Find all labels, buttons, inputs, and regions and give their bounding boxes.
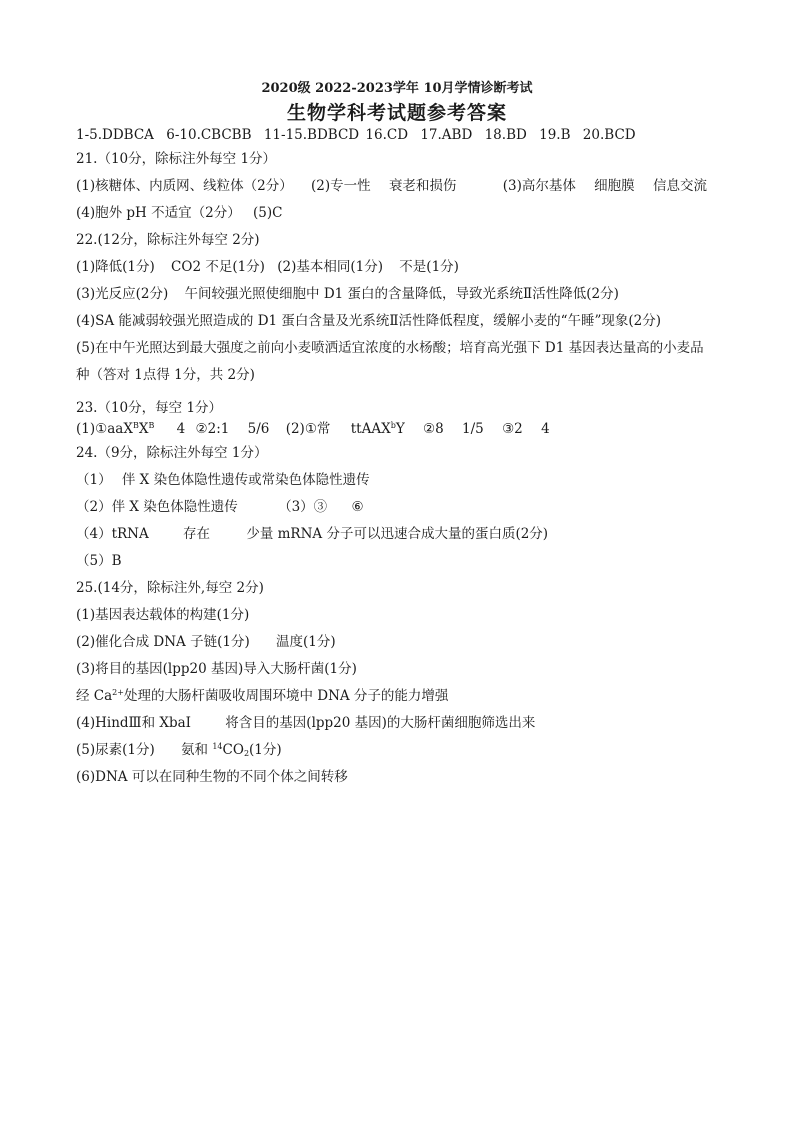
q22-answer-1a: (1)降低(1分) [76, 259, 155, 275]
choice-19: 19.B [539, 127, 571, 143]
choice-16: 16.CD [365, 127, 409, 143]
answer-body [76, 124, 736, 791]
choice-6-10: 6-10.CBCBB [166, 127, 252, 143]
q25-answer-2b: 温度(1分) [276, 634, 336, 650]
q22-answer-1b: CO2 不足(1分) [171, 259, 265, 275]
q22-line-4: (5)在中午光照达到最大强度之前向小麦喷洒适宜浓度的水杨酸；培育高光强下 D1 基因表达量高的小麦品 [76, 340, 704, 356]
q23-genotype-1: $(1)①aaX^BX^B$ [76, 421, 155, 437]
q21-answer-1: (1)核糖体、内质网、线粒体（2分） [76, 178, 293, 194]
q24-answer-4b: 存在 [183, 526, 211, 542]
q22-answer-2a: (2)基本相同(1分) [277, 259, 383, 275]
q23-genotype-2: ttAAX$^b$Y [350, 421, 405, 437]
q23-heading: 23.（10分，每空 1分） [76, 400, 223, 416]
q23-answer-2: 4 [176, 421, 186, 437]
choice-1-5: 1-5.DDBCA [76, 127, 154, 143]
q22-line-3: (4)SA 能减弱较强光照造成的 D1 蛋白含量及光系统Ⅱ活性降低程度，缓解小麦的“午睡”现象(2分) [76, 313, 662, 329]
q21-answer-2a: (2)专一性 [311, 178, 371, 194]
q22-line-1 [76, 254, 736, 281]
q23-answer-7: ②8 [423, 421, 444, 437]
q21-answer-3a: (3)高尔基体 [502, 178, 576, 194]
q24-answer-1: 伴 X 染色体隐性遗传或常染色体隐性遗传 [121, 472, 370, 488]
q23-answer-5: (2)①常 [285, 421, 331, 437]
q22-answer-2b: 不是(1分) [399, 259, 459, 275]
q25-line-4: 经 $Ca^{2+}$处理的大肠杆菌吸收周围环境中 DNA 分子的能力增强 [76, 688, 449, 704]
q21-line-1 [76, 173, 736, 200]
q25-line-7: (6)DNA 可以在同种生物的不同个体之间转移 [76, 769, 348, 785]
q22-answer-3a: (3)光反应(2分) [76, 286, 169, 302]
q25-line-5 [76, 710, 736, 737]
q23-answer-10: 4 [541, 421, 550, 437]
q24-answer-3a: （3）③ [278, 499, 328, 515]
q25-answer-2a: (2)催化合成 DNA 子链(1分) [76, 634, 250, 650]
q21-answer-4: (4)胞外 pH 不适宜（2分） [76, 205, 241, 221]
q21-answer-2b: 衰老和损伤 [388, 178, 457, 194]
q24-line-2 [76, 494, 736, 521]
exam-title: 2020级 2022-2023学年 10月学情诊断考试 [261, 81, 533, 96]
q23-answer-9: ③2 [502, 421, 523, 437]
choice-11-15: 11-15.BDBCD [263, 127, 360, 143]
q24-answer-4a: （4）tRNA [76, 526, 149, 542]
q24-line-3 [76, 521, 736, 548]
q21-line-2 [76, 200, 736, 227]
q21-answer-5: (5)C [253, 205, 283, 221]
q22-line-2 [76, 281, 736, 308]
q23-line-1 [76, 418, 736, 440]
q24-answer-3b: ⑥ [351, 499, 364, 515]
q25-line-2 [76, 629, 736, 656]
q25-answer-4b: 将含目的基因(lpp20 基因)的大肠杆菌细胞筛选出来 [225, 715, 536, 731]
choice-18: 18.BD [484, 127, 527, 143]
q23-answer-8: 1/5 [462, 421, 484, 437]
q25-line-1: (1)基因表达载体的构建(1分) [76, 607, 250, 623]
q24-line-1 [76, 467, 736, 494]
choice-20: 20.BCD [582, 127, 636, 143]
choice-answers-line [76, 124, 736, 146]
q25-line-3: (3)将目的基因(lpp20 基因)导入大肠杆菌(1分) [76, 661, 357, 677]
q25-heading: 25.(14分，除标注外,每空 2分) [76, 580, 264, 596]
q25-answer-5a: (5)尿素(1分) [76, 742, 155, 758]
q24-answer-4c: 少量 mRNA 分子可以迅速合成大量的蛋白质(2分) [246, 526, 549, 542]
q23-answer-3: ②2:1 [195, 421, 230, 437]
q25-line-6 [76, 737, 736, 764]
q25-answer-5b: 氨和 $^{14}CO_2(1$分) [181, 742, 282, 758]
q24-line-4: （5）B [76, 553, 122, 569]
q21-answer-3b: 细胞膜 [594, 178, 635, 194]
q22-heading: 22.(12分，除标注外每空 2分) [76, 232, 260, 248]
q25-answer-4a: (4)HindⅢ和 XbaI [76, 715, 191, 731]
q21-answer-3c: 信息交流 [652, 178, 707, 194]
q24-label-1: （1） [76, 472, 112, 488]
q24-heading: 24.（9分，除标注外每空 1分） [76, 445, 268, 461]
q24-answer-2: （2）伴 X 染色体隐性遗传 [76, 499, 238, 515]
choice-17: 17.ABD [420, 127, 473, 143]
q23-answer-4: 5/6 [247, 421, 270, 437]
q21-heading: 21.（10分，除标注外每空 1分） [76, 151, 277, 167]
subject-title: 生物学科考试题参考答案 [286, 102, 507, 124]
q22-line-5: 种（答对 1点得 1分，共 2分) [76, 367, 255, 383]
q22-answer-3b: 午间较强光照使细胞中 D1 蛋白的含量降低，导致光系统Ⅱ活性降低(2分) [184, 286, 619, 302]
